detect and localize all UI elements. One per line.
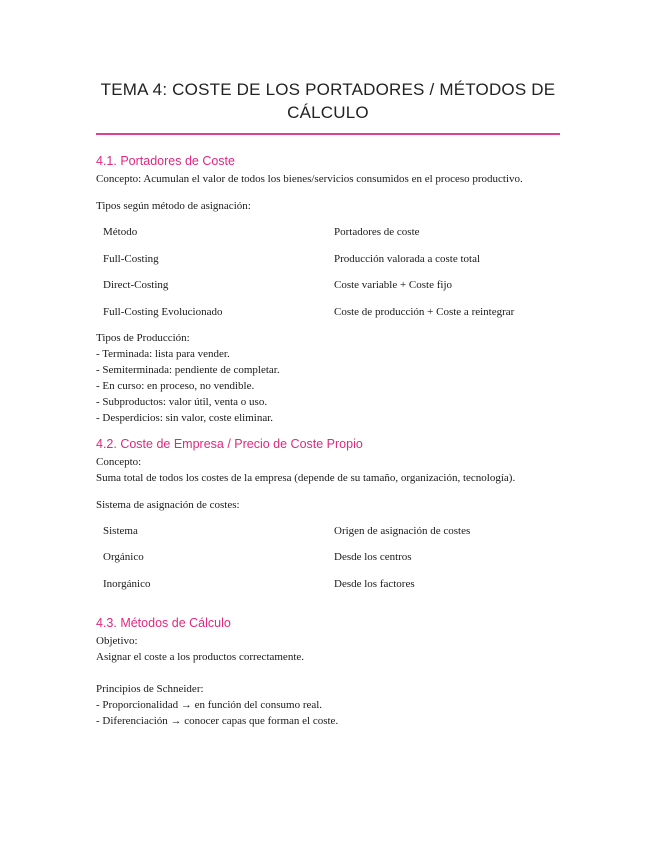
document-page (96, 0, 560, 729)
table-cell: Full-Costing Evolucionado (103, 306, 223, 319)
tipos-label: Tipos según método de asignación: (96, 200, 251, 212)
section-portadores (96, 153, 560, 426)
section-metodos (96, 615, 560, 729)
table-cell: Coste variable + Coste fijo (334, 279, 453, 292)
table-header-row (96, 523, 560, 550)
section-heading: 4.2. Coste de Empresa / Precio de Coste Propio (96, 436, 363, 451)
table-row (96, 251, 560, 278)
list-item: - Semiterminada: pendiente de completar. (96, 363, 280, 376)
section-heading: 4.3. Métodos de Cálculo (96, 615, 231, 630)
table-row (96, 277, 560, 304)
sistema-table (96, 523, 560, 603)
section-heading: 4.1. Portadores de Coste (96, 154, 235, 168)
list-item: - Diferenciación → conocer capas que forman el coste. (96, 714, 339, 727)
table-header-cell: Portadores de coste (334, 226, 420, 238)
table-cell: Coste de producción + Coste a reintegrar (334, 306, 515, 319)
table-header-row (96, 224, 560, 251)
sistema-label: Sistema de asignación de costes: (96, 498, 240, 511)
table-cell: Producción valorada a coste total (334, 252, 481, 265)
list-item: - Proporcionalidad → en función del consumo real. (96, 698, 323, 711)
objetivo-text: Asignar el coste a los productos correctamente. (96, 650, 305, 663)
list-item: - Subproductos: valor útil, venta o uso. (96, 395, 268, 408)
asignacion-table (96, 224, 560, 331)
objetivo-label: Objetivo: (96, 634, 138, 647)
section-coste-empresa (96, 436, 560, 603)
table-cell: Inorgánico (103, 578, 151, 591)
list-item: - Terminada: lista para vender. (96, 347, 230, 360)
concept-text: Suma total de todos los costes de la empresa (depende de su tamaño, organización, tecnología). (96, 471, 516, 484)
table-header-cell: Método (103, 226, 138, 238)
table-header-cell: Origen de asignación de costes (334, 524, 471, 537)
page-title: TEMA 4: COSTE DE LOS PORTADORES / MÉTODOS DE CÁLCULO (100, 80, 556, 122)
table-row (96, 576, 560, 603)
list-item: - En curso: en proceso, no vendible. (96, 379, 255, 392)
table-row (96, 304, 560, 331)
list-item: - Desperdicios: sin valor, coste eliminar. (96, 411, 274, 424)
title-divider (96, 133, 560, 135)
table-cell: Desde los centros (334, 551, 412, 564)
produccion-label: Tipos de Producción: (96, 331, 190, 344)
principios-list (96, 697, 560, 729)
table-cell: Orgánico (103, 551, 144, 564)
table-cell: Desde los factores (334, 578, 415, 591)
table-row (96, 549, 560, 576)
concept-text: Concepto: Acumulan el valor de todos los bienes/servicios consumidos en el proceso productivo. (96, 173, 523, 185)
principios-label: Principios de Schneider: (96, 682, 204, 695)
table-cell: Direct-Costing (103, 279, 169, 292)
table-cell: Full-Costing (103, 252, 159, 265)
concept-label: Concepto: (96, 455, 142, 468)
table-header-cell: Sistema (103, 524, 138, 537)
produccion-list (96, 346, 560, 426)
